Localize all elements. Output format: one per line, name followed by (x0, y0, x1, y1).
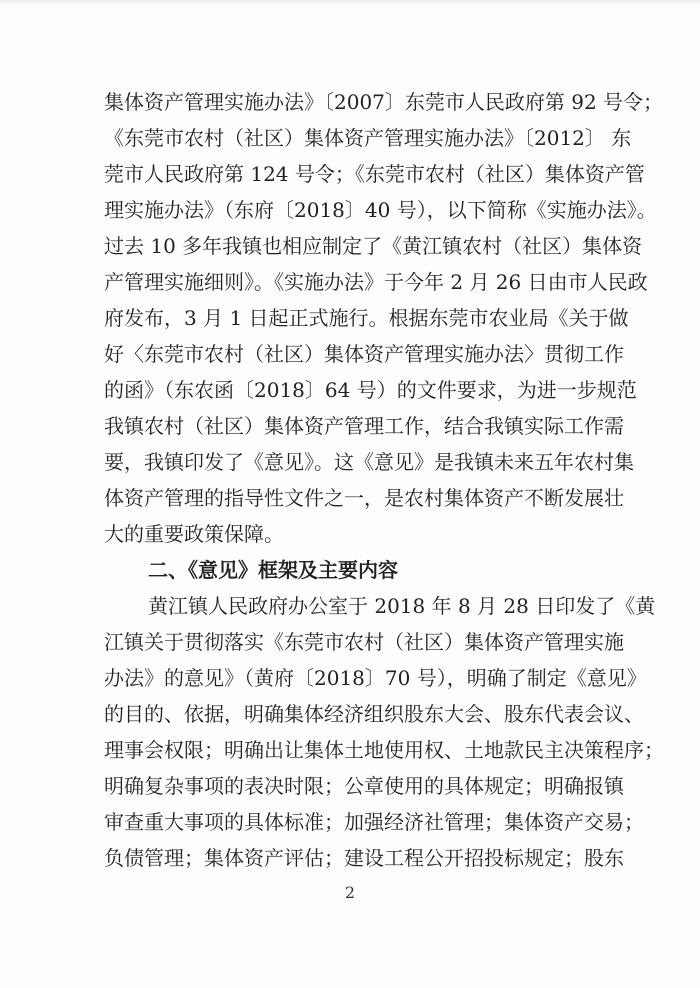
text-line: 黄江镇人民政府办公室于 2018 年 8 月 28 日印发了《黄 (148, 594, 656, 618)
text-line: 的目的、依据，明确集体经济组织股东大会、股东代表会议、 (104, 702, 644, 726)
text-line: 大的重要政策保障。 (104, 522, 284, 546)
text-line: 集体资产管理实施办法》〔2007〕东莞市人民政府第 92 号令； (104, 90, 664, 114)
text-line: 过去 10 多年我镇也相应制定了《黄江镇农村（社区）集体资 (104, 234, 643, 258)
text-line: 莞市人民政府第 124 号令；《东莞市农村（社区）集体资产管 (104, 162, 645, 186)
text-line: 理事会权限；明确出让集体土地使用权、土地款民主决策程序； (104, 738, 664, 762)
text-line: 审查重大事项的具体标准；加强经济社管理；集体资产交易； (104, 810, 644, 834)
section-heading: 二、《意见》框架及主要内容 (148, 558, 398, 582)
text-line: 江镇关于贯彻落实《东莞市农村（社区）集体资产管理实施 (104, 630, 624, 654)
text-line: 的函》（东农函〔2018〕64 号）的文件要求，为进一步规范 (104, 378, 637, 402)
text-line: 明确复杂事项的表决时限；公章使用的具体规定；明确报镇 (104, 774, 624, 798)
text-line: 要，我镇印发了《意见》。这《意见》是我镇未来五年农村集 (104, 450, 634, 474)
text-line: 负债管理；集体资产评估；建设工程公开招投标规定；股东 (104, 846, 624, 870)
text-line: 《东莞市农村（社区）集体资产管理实施办法》〔2012〕 东 (104, 126, 632, 150)
scan-edge-shadow (0, 0, 700, 6)
text-line: 府发布，3 月 1 日起正式施行。根据东莞市农业局《关于做 (104, 306, 629, 330)
text-line: 办法》的意见》（黄府〔2018〕70 号），明确了制定《意见》 (104, 666, 647, 690)
text-line: 体资产管理的指导性文件之一，是农村集体资产不断发展壮 (104, 486, 624, 510)
page-number: 2 (344, 883, 356, 902)
text-line: 理实施办法》（东府〔2018〕40 号），以下简称《实施办法》。 (104, 198, 657, 222)
text-line: 好〈东莞市农村（社区）集体资产管理实施办法〉贯彻工作 (104, 342, 624, 366)
text-line: 产管理实施细则》。《实施办法》于今年 2 月 26 日由市人民政 (104, 270, 648, 294)
text-line: 我镇农村（社区）集体资产管理工作，结合我镇实际工作需 (104, 414, 624, 438)
